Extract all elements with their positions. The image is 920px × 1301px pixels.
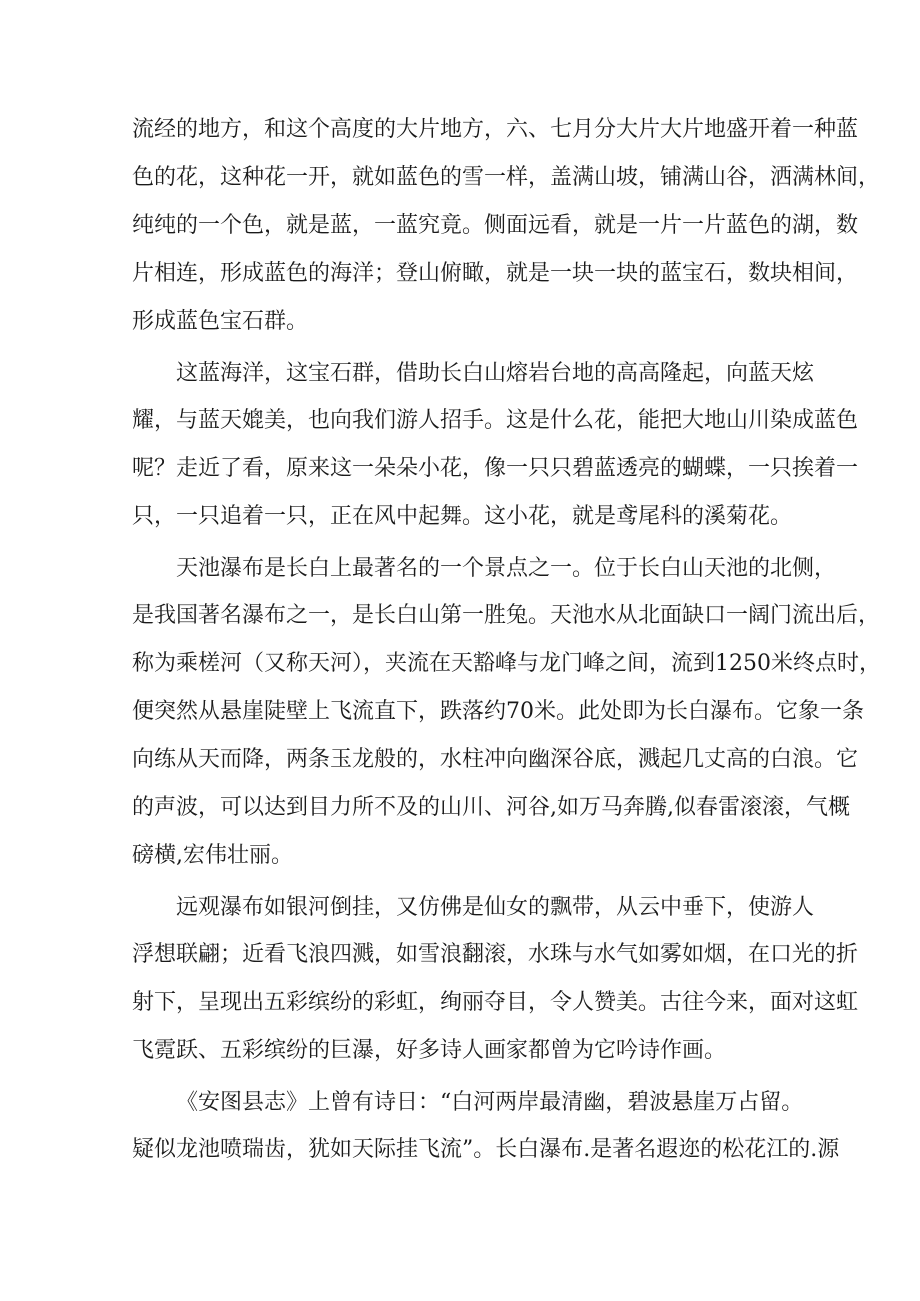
text-line: 磅横,宏伟壮丽。	[132, 843, 293, 868]
text-line: 便突然从悬崖陡壁上飞流直下，跌落约70米。此处即为长白瀑布。它象一条	[132, 699, 864, 724]
text-line: 向练从天而降，两条玉龙般的，水柱冲向幽深谷底，溅起几丈高的白浪。它	[132, 747, 859, 772]
text-line: 称为乘槎河（又称天河），夹流在天豁峰与龙门峰之间，流到1250米终点时，	[132, 651, 881, 676]
text-line: 远观瀑布如银河倒挂，又仿佛是仙女的飘带，从云中垂下，使游人	[176, 895, 815, 920]
text-line: 射下，呈现出五彩缤纷的彩虹，绚丽夺目，令人赞美。古往今来，面对这虹	[132, 990, 859, 1015]
text-line: 流经的地方，和这个高度的大片地方，六、七月分大片大片地盛开着一种蓝	[132, 117, 859, 142]
text-line: 呢？走近了看，原来这一朵朵小花，像一只只碧蓝透亮的蝴蝶，一只挨着一	[132, 456, 859, 481]
text-line: 是我国著名瀑布之一，是长白山第一胜兔。天池水从北面缺口一阔门流出后，	[132, 603, 881, 628]
text-line: 色的花，这种花一开，就如蓝色的雪一样，盖满山坡，铺满山谷，洒满林间，	[132, 165, 881, 190]
text-line: 纯纯的一个色，就是蓝，一蓝究竟。侧面远看，就是一片一片蓝色的湖，数	[132, 213, 859, 238]
text-line: 天池瀑布是长白上最著名的一个景点之一。位于长白山天池的北侧，	[176, 556, 837, 581]
text-line: 浮想联翩；近看飞浪四溅，如雪浪翻滚，水珠与水气如雾如烟，在口光的折	[132, 942, 859, 967]
text-line: 飞霓跃、五彩缤纷的巨瀑，好多诗人画家都曾为它吟诗作画。	[132, 1038, 727, 1063]
text-line: 的声波，可以达到目力所不及的山川、河谷,如万马奔腾,似春雷滚滚，气概	[132, 795, 850, 820]
text-line: 片相连，形成蓝色的海洋；登山俯瞰，就是一块一块的蓝宝石，数块相间，	[132, 261, 859, 286]
text-line: 这蓝海洋，这宝石群，借助长白山熔岩台地的高高隆起，向蓝天炫	[176, 361, 815, 386]
text-line: 形成蓝色宝石群。	[132, 309, 309, 334]
text-line: 《安图县志》上曾有诗日：“白河两岸最清幽，碧波悬崖万占留。	[176, 1090, 804, 1115]
text-line: 耀，与蓝天媲美，也向我们游人招手。这是什么花，能把大地山川染成蓝色	[132, 408, 859, 433]
text-line: 只，一只追着一只，正在风中起舞。这小花，就是鸢尾科的溪菊花。	[132, 504, 793, 529]
text-line: 疑似龙池喷瑞齿，犹如天际挂飞流”。长白瀑布.是著名遐迩的松花江的.源	[132, 1137, 840, 1162]
